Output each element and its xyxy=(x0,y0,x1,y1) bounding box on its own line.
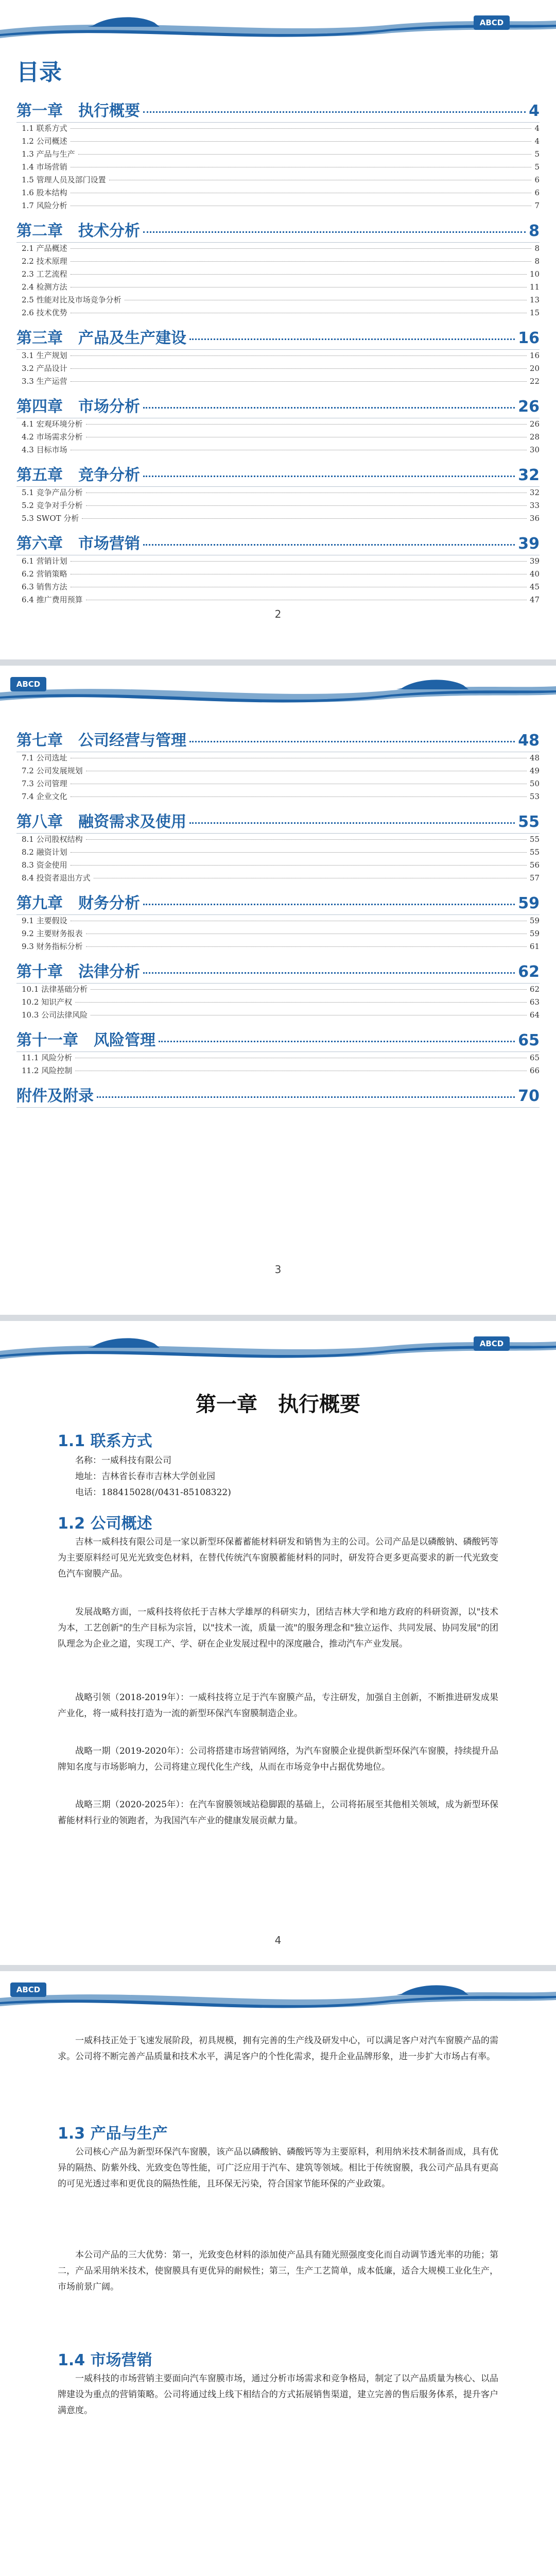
section-heading: 1.1 联系方式 xyxy=(58,1432,152,1450)
toc-section[interactable] xyxy=(22,376,540,388)
toc-section-page: 55 xyxy=(529,835,540,844)
toc-leader xyxy=(71,355,527,356)
toc-section-page: 6 xyxy=(534,175,540,184)
toc-leader xyxy=(159,1041,515,1042)
toc-section[interactable] xyxy=(22,294,540,307)
section-heading: 1.4 市场营销 xyxy=(58,2351,152,2369)
toc-section[interactable] xyxy=(22,363,540,376)
toc-section-page: 8 xyxy=(534,244,540,253)
toc-section[interactable] xyxy=(22,307,540,320)
toc-section[interactable] xyxy=(22,200,540,213)
toc-section-page: 65 xyxy=(529,1053,540,1062)
toc-section-label: 6.3 销售方法 xyxy=(22,582,67,591)
toc-section-page: 63 xyxy=(529,997,540,1007)
toc-leader xyxy=(75,1002,527,1003)
toc-chapter-page: 48 xyxy=(518,732,540,750)
toc-section-page: 8 xyxy=(534,257,540,266)
toc-section-label: 6.1 营销计划 xyxy=(22,556,67,566)
toc-section-label: 6.2 营销策略 xyxy=(22,569,67,579)
toc-chapter[interactable] xyxy=(16,1027,540,1050)
toc-section-label: 10.1 法律基础分析 xyxy=(22,985,88,994)
toc-chapter-page: 59 xyxy=(518,894,540,912)
toc-section-label: 5.3 SWOT 分析 xyxy=(22,514,79,523)
toc-leader xyxy=(143,544,515,546)
toc-chapter[interactable] xyxy=(16,462,540,485)
toc-section[interactable] xyxy=(22,418,540,431)
toc-section[interactable] xyxy=(22,941,540,954)
toc-chapter-page: 8 xyxy=(529,222,540,240)
toc-chapter-page: 39 xyxy=(518,535,540,553)
toc-list-2 xyxy=(16,722,540,1108)
toc-rule xyxy=(16,1107,540,1108)
toc-chapter-label: 第三章 产品及生产建设 xyxy=(16,329,186,347)
contact-address: 地址：吉林省长春市吉林大学创业园 xyxy=(75,1471,215,1482)
toc-section[interactable] xyxy=(22,872,540,885)
toc-section[interactable] xyxy=(22,581,540,594)
toc-section-page: 45 xyxy=(529,582,540,591)
toc-leader xyxy=(143,904,515,905)
page-separator xyxy=(0,1965,556,1971)
toc-chapter[interactable] xyxy=(16,531,540,553)
toc-section[interactable] xyxy=(22,487,540,500)
page-toc-2 xyxy=(0,666,556,1315)
toc-section[interactable] xyxy=(22,915,540,928)
contact-phone: 电话：188415028(/0431-85108322) xyxy=(75,1487,231,1498)
toc-section[interactable] xyxy=(22,928,540,941)
toc-section-label: 1.2 公司概述 xyxy=(22,137,67,146)
toc-section-label: 1.3 产品与生产 xyxy=(22,149,75,159)
page-number: 3 xyxy=(274,1263,282,1276)
logo: ABCD xyxy=(479,1339,504,1348)
toc-chapter-label: 第十一章 风险管理 xyxy=(16,1031,155,1049)
toc-section[interactable] xyxy=(22,431,540,444)
toc-section-label: 2.3 工艺流程 xyxy=(22,269,67,279)
toc-chapter-label: 第七章 公司经营与管理 xyxy=(16,732,186,750)
toc-section[interactable] xyxy=(22,281,540,294)
toc-section-label: 7.2 公司发展规划 xyxy=(22,766,83,775)
toc-chapter-page: 55 xyxy=(518,813,540,831)
toc-leader xyxy=(143,972,515,974)
paragraph: 战略引领（2018-2019年）：一威科技将立足于汽车窗膜产品，专注研发，加强自主创新，不断推进研发成果产业化，将一威科技打造为一流的新型环保汽车窗膜制造企业。 xyxy=(58,1692,498,1719)
header-band xyxy=(0,666,556,717)
toc-section[interactable] xyxy=(22,859,540,872)
toc-section-page: 40 xyxy=(529,569,540,579)
toc-chapter[interactable] xyxy=(16,218,540,241)
toc-section-page: 59 xyxy=(529,916,540,925)
toc-section-page: 10 xyxy=(529,269,540,279)
toc-section-page: 66 xyxy=(529,1066,540,1075)
toc-section[interactable] xyxy=(22,243,540,256)
toc-section-label: 9.2 主要财务报表 xyxy=(22,929,83,938)
paragraph: 战略一期（2019-2020年）：公司将搭建市场营销网络，为汽车窗膜企业提供新型环保汽车窗膜，持续提升品牌知名度与市场影响力，公司将建立现代化生产线，从而在市场竞争中占据优势地位。 xyxy=(58,1746,498,1772)
header-band xyxy=(0,0,556,52)
toc-chapter-label: 第五章 竞争分析 xyxy=(16,466,140,484)
toc-chapter[interactable] xyxy=(16,809,540,832)
toc-section-page: 11 xyxy=(529,282,540,292)
toc-leader xyxy=(71,141,532,142)
toc-leader xyxy=(71,261,532,262)
toc-chapter-page: 62 xyxy=(518,963,540,981)
toc-leader xyxy=(71,561,527,562)
logo: ABCD xyxy=(16,680,41,689)
toc-leader xyxy=(97,1096,515,1098)
toc-chapter-page: 65 xyxy=(518,1031,540,1049)
toc-section[interactable] xyxy=(22,256,540,268)
toc-section-label: 11.2 风险控制 xyxy=(22,1066,73,1075)
toc-section-page: 4 xyxy=(534,124,540,133)
toc-section[interactable] xyxy=(22,752,540,765)
paragraph: 吉林一威科技有限公司是一家以新型环保蓄蓄能材料研发和销售为主的公司。公司产品是以磷酸钠、磷酸钙等为主要原料经可见光光致变色材料，在替代传统汽车窗膜蓄能材料的同时，研发符合更多更高要求的新一代光致变色汽车窗膜产品。 xyxy=(58,1537,498,1579)
toc-list-1 xyxy=(16,93,540,607)
toc-section-label: 8.1 公司股权结构 xyxy=(22,835,83,844)
toc-section-label: 7.4 企业文化 xyxy=(22,792,67,801)
toc-section-page: 15 xyxy=(529,308,540,317)
toc-leader xyxy=(71,248,532,249)
toc-section-page: 59 xyxy=(529,929,540,938)
toc-section-page: 62 xyxy=(529,985,540,994)
toc-section-page: 55 xyxy=(529,848,540,857)
toc-section-page: 57 xyxy=(529,873,540,883)
toc-section[interactable] xyxy=(22,123,540,135)
toc-section-page: 7 xyxy=(534,201,540,210)
toc-section[interactable] xyxy=(22,513,540,526)
toc-section-page: 16 xyxy=(529,351,540,360)
toc-section-label: 1.6 股本结构 xyxy=(22,188,67,197)
logo: ABCD xyxy=(479,18,504,27)
toc-section-page: 36 xyxy=(529,514,540,523)
toc-section-page: 56 xyxy=(529,860,540,870)
paragraph: 一威科技正处于飞速发展阶段，初具规模，拥有完善的生产线及研发中心，可以满足客户对汽车窗膜产品的需求。公司将不断完善产品质量和技术水平，满足客户的个性化需求，提升企业品牌形象，进一步扩大市场占有率。 xyxy=(58,2036,498,2062)
toc-chapter-page: 4 xyxy=(529,102,540,120)
toc-section-page: 5 xyxy=(534,162,540,172)
toc-section[interactable] xyxy=(22,765,540,778)
toc-section[interactable] xyxy=(22,594,540,607)
page-toc-1 xyxy=(0,0,556,659)
toc-section-label: 8.4 投资者退出方式 xyxy=(22,873,91,883)
section-heading: 1.2 公司概述 xyxy=(58,1515,152,1533)
toc-section-label: 1.4 市场营销 xyxy=(22,162,67,172)
toc-section[interactable] xyxy=(22,568,540,581)
paragraph: 公司核心产品为新型环保汽车窗膜，该产品以磷酸钠、磷酸钙等为主要原料，利用纳米技术制备而成，具有优异的隔热、防紫外线、光致变色等性能，可广泛应用于汽车、建筑等领域。相比于传统窗膜，我公司产品具有更高的可见光透过率和更优良的隔热性能，且环保无污染，符合国家节能环保的产业政策。 xyxy=(58,2147,498,2189)
toc-section-page: 20 xyxy=(529,364,540,373)
toc-leader xyxy=(71,128,532,129)
toc-section-page: 6 xyxy=(534,188,540,197)
paragraph: 本公司产品的三大优势：第一，光致变色材料的添加使产品具有随光照强度变化而自动调节透光率的功能；第二，产品采用纳米技术，使窗膜具有更优异的耐候性；第三，生产工艺简单，成本低廉，适合大规模工业化生产，市场前景广阔。 xyxy=(58,2250,498,2292)
toc-section-page: 13 xyxy=(529,295,540,304)
toc-section[interactable] xyxy=(22,1009,540,1022)
toc-section-label: 3.3 生产运营 xyxy=(22,377,67,386)
toc-section-label: 9.3 财务指标分析 xyxy=(22,942,83,951)
toc-leader xyxy=(189,822,515,824)
page-number: 2 xyxy=(274,608,282,620)
toc-section-page: 48 xyxy=(529,753,540,762)
toc-section-label: 1.1 联系方式 xyxy=(22,124,67,133)
toc-section-label: 3.1 生产规划 xyxy=(22,351,67,360)
toc-section-label: 2.6 技术优势 xyxy=(22,308,67,317)
chapter-title: 第一章 执行概要 xyxy=(196,1393,360,1416)
toc-chapter-page: 26 xyxy=(518,398,540,416)
toc-leader xyxy=(86,839,527,840)
toc-section-label: 2.5 性能对比及市场竞争分析 xyxy=(22,295,121,304)
toc-leader xyxy=(78,154,532,155)
toc-section-label: 10.3 公司法律风险 xyxy=(22,1010,88,1020)
toc-section-label: 8.3 资金使用 xyxy=(22,860,67,870)
toc-chapter-label: 第六章 市场营销 xyxy=(16,535,140,553)
toc-section-page: 64 xyxy=(529,1010,540,1020)
toc-chapter-page: 16 xyxy=(518,329,540,347)
toc-section-label: 1.7 风险分析 xyxy=(22,201,67,210)
paragraph: 发展战略方面，一威科技将依托于吉林大学雄厚的科研实力，团结吉林大学和地方政府的科研资源，以"技术为本，工艺创新"的生产目标为宗旨，以"技术一流，质量一流"的服务理念和"独立运作、共同发展、协同发展"的团队理念为企业之道，实现工产、学、研在企业发展过程中的深度融合，推动汽车产业发展。 xyxy=(58,1607,498,1649)
toc-leader xyxy=(86,505,527,506)
toc-leader xyxy=(189,741,515,742)
toc-chapter-label: 第一章 执行概要 xyxy=(16,102,140,120)
header-band xyxy=(0,1321,556,1372)
toc-chapter[interactable] xyxy=(16,98,540,121)
toc-chapter-label: 第二章 技术分析 xyxy=(16,222,140,240)
toc-leader xyxy=(82,518,527,519)
toc-chapter-label: 第四章 市场分析 xyxy=(16,398,140,416)
toc-title: 目录 xyxy=(16,59,62,86)
page-5 xyxy=(0,1971,556,2576)
toc-leader xyxy=(86,946,527,947)
page-separator xyxy=(0,1315,556,1321)
toc-section[interactable] xyxy=(22,174,540,187)
toc-leader xyxy=(189,338,515,340)
toc-leader xyxy=(143,231,526,233)
toc-chapter[interactable] xyxy=(16,890,540,913)
header-band xyxy=(0,1971,556,2023)
toc-chapter[interactable] xyxy=(16,727,540,750)
toc-chapter[interactable] xyxy=(16,394,540,416)
toc-section-label: 11.1 风险分析 xyxy=(22,1053,73,1062)
toc-chapter-label: 第八章 融资需求及使用 xyxy=(16,813,186,831)
toc-section-page: 28 xyxy=(529,432,540,442)
toc-section-page: 4 xyxy=(534,137,540,146)
toc-chapter-page: 70 xyxy=(518,1087,540,1105)
toc-section-page: 32 xyxy=(529,488,540,497)
toc-section[interactable] xyxy=(22,268,540,281)
toc-section[interactable] xyxy=(22,846,540,859)
toc-section[interactable] xyxy=(22,1065,540,1078)
toc-section-label: 2.1 产品概述 xyxy=(22,244,67,253)
logo: ABCD xyxy=(16,1985,41,1994)
toc-section[interactable] xyxy=(22,778,540,791)
paragraph: 一威科技的市场营销主要面向汽车窗膜市场，通过分析市场需求和竞争格局，制定了以产品质量为核心、以品牌建设为重点的营销策略。公司将通过线上线下相结合的方式拓展销售渠道，建立完善的售后服务体系，提升客户满意度。 xyxy=(58,2374,498,2416)
toc-section[interactable] xyxy=(22,187,540,200)
toc-chapter[interactable] xyxy=(16,1083,540,1106)
toc-section-label: 5.2 竞争对手分析 xyxy=(22,501,83,510)
toc-leader xyxy=(143,407,515,409)
toc-leader xyxy=(86,424,527,425)
toc-section[interactable] xyxy=(22,791,540,804)
toc-section-page: 30 xyxy=(529,445,540,454)
toc-section[interactable] xyxy=(22,834,540,846)
toc-section-page: 33 xyxy=(529,501,540,510)
paragraph: 战略三期（2020-2025年）：在汽车窗膜领域站稳脚跟的基础上，公司将拓展至其他相关领域，成为新型环保蓄能材料行业的领跑者，为我国汽车产业的健康发展贡献力量。 xyxy=(58,1800,498,1826)
toc-chapter-page: 32 xyxy=(518,466,540,484)
toc-section-page: 50 xyxy=(529,779,540,788)
toc-chapter-label: 附件及附录 xyxy=(16,1087,94,1105)
toc-section-page: 47 xyxy=(529,595,540,604)
toc-section[interactable] xyxy=(22,996,540,1009)
toc-section-label: 8.2 融资计划 xyxy=(22,848,67,857)
contact-name: 名称：一威科技有限公司 xyxy=(75,1455,171,1466)
toc-leader xyxy=(71,368,527,369)
toc-section-page: 5 xyxy=(534,149,540,159)
toc-leader xyxy=(71,796,527,797)
toc-section-page: 49 xyxy=(529,766,540,775)
toc-section-page: 53 xyxy=(529,792,540,801)
toc-section-label: 7.1 公司选址 xyxy=(22,753,67,762)
toc-section-label: 4.2 市场需求分析 xyxy=(22,432,83,442)
toc-section-label: 7.3 公司管理 xyxy=(22,779,67,788)
toc-section-label: 3.2 产品设计 xyxy=(22,364,67,373)
toc-leader xyxy=(71,381,527,382)
toc-section-label: 4.3 目标市场 xyxy=(22,445,67,454)
toc-section[interactable] xyxy=(22,555,540,568)
toc-leader xyxy=(91,989,527,990)
toc-chapter-label: 第九章 财务分析 xyxy=(16,894,140,912)
toc-section-label: 5.1 竞争产品分析 xyxy=(22,488,83,497)
page-chapter1 xyxy=(0,1321,556,1965)
toc-leader xyxy=(143,476,515,477)
toc-section[interactable] xyxy=(22,444,540,457)
section-heading: 1.3 产品与生产 xyxy=(58,2125,168,2143)
toc-section[interactable] xyxy=(22,984,540,996)
toc-section-page: 39 xyxy=(529,556,540,566)
toc-leader xyxy=(71,274,527,275)
toc-section[interactable] xyxy=(22,350,540,363)
contact-info xyxy=(75,1453,231,1501)
toc-section-label: 1.5 管理人员及部门设置 xyxy=(22,175,106,184)
toc-leader xyxy=(71,852,527,853)
toc-section-label: 10.2 知识产权 xyxy=(22,997,73,1007)
toc-section[interactable] xyxy=(22,500,540,513)
page-separator xyxy=(0,659,556,666)
toc-section-page: 22 xyxy=(529,377,540,386)
toc-section-label: 6.4 推广费用预算 xyxy=(22,595,83,604)
page-number: 4 xyxy=(274,1934,282,1946)
toc-chapter[interactable] xyxy=(16,959,540,981)
toc-section-page: 61 xyxy=(529,942,540,951)
toc-section[interactable] xyxy=(22,161,540,174)
toc-section[interactable] xyxy=(22,1052,540,1065)
toc-chapter[interactable] xyxy=(16,325,540,348)
toc-section[interactable] xyxy=(22,135,540,148)
toc-section-label: 2.2 技术原理 xyxy=(22,257,67,266)
toc-section-label: 4.1 宏观环境分析 xyxy=(22,419,83,429)
toc-section-label: 2.4 检测方法 xyxy=(22,282,67,292)
toc-leader xyxy=(71,865,527,866)
toc-section[interactable] xyxy=(22,148,540,161)
toc-chapter-label: 第十章 法律分析 xyxy=(16,963,140,981)
toc-leader xyxy=(143,111,526,113)
toc-section-label: 9.1 主要假设 xyxy=(22,916,67,925)
toc-section-page: 26 xyxy=(529,419,540,429)
